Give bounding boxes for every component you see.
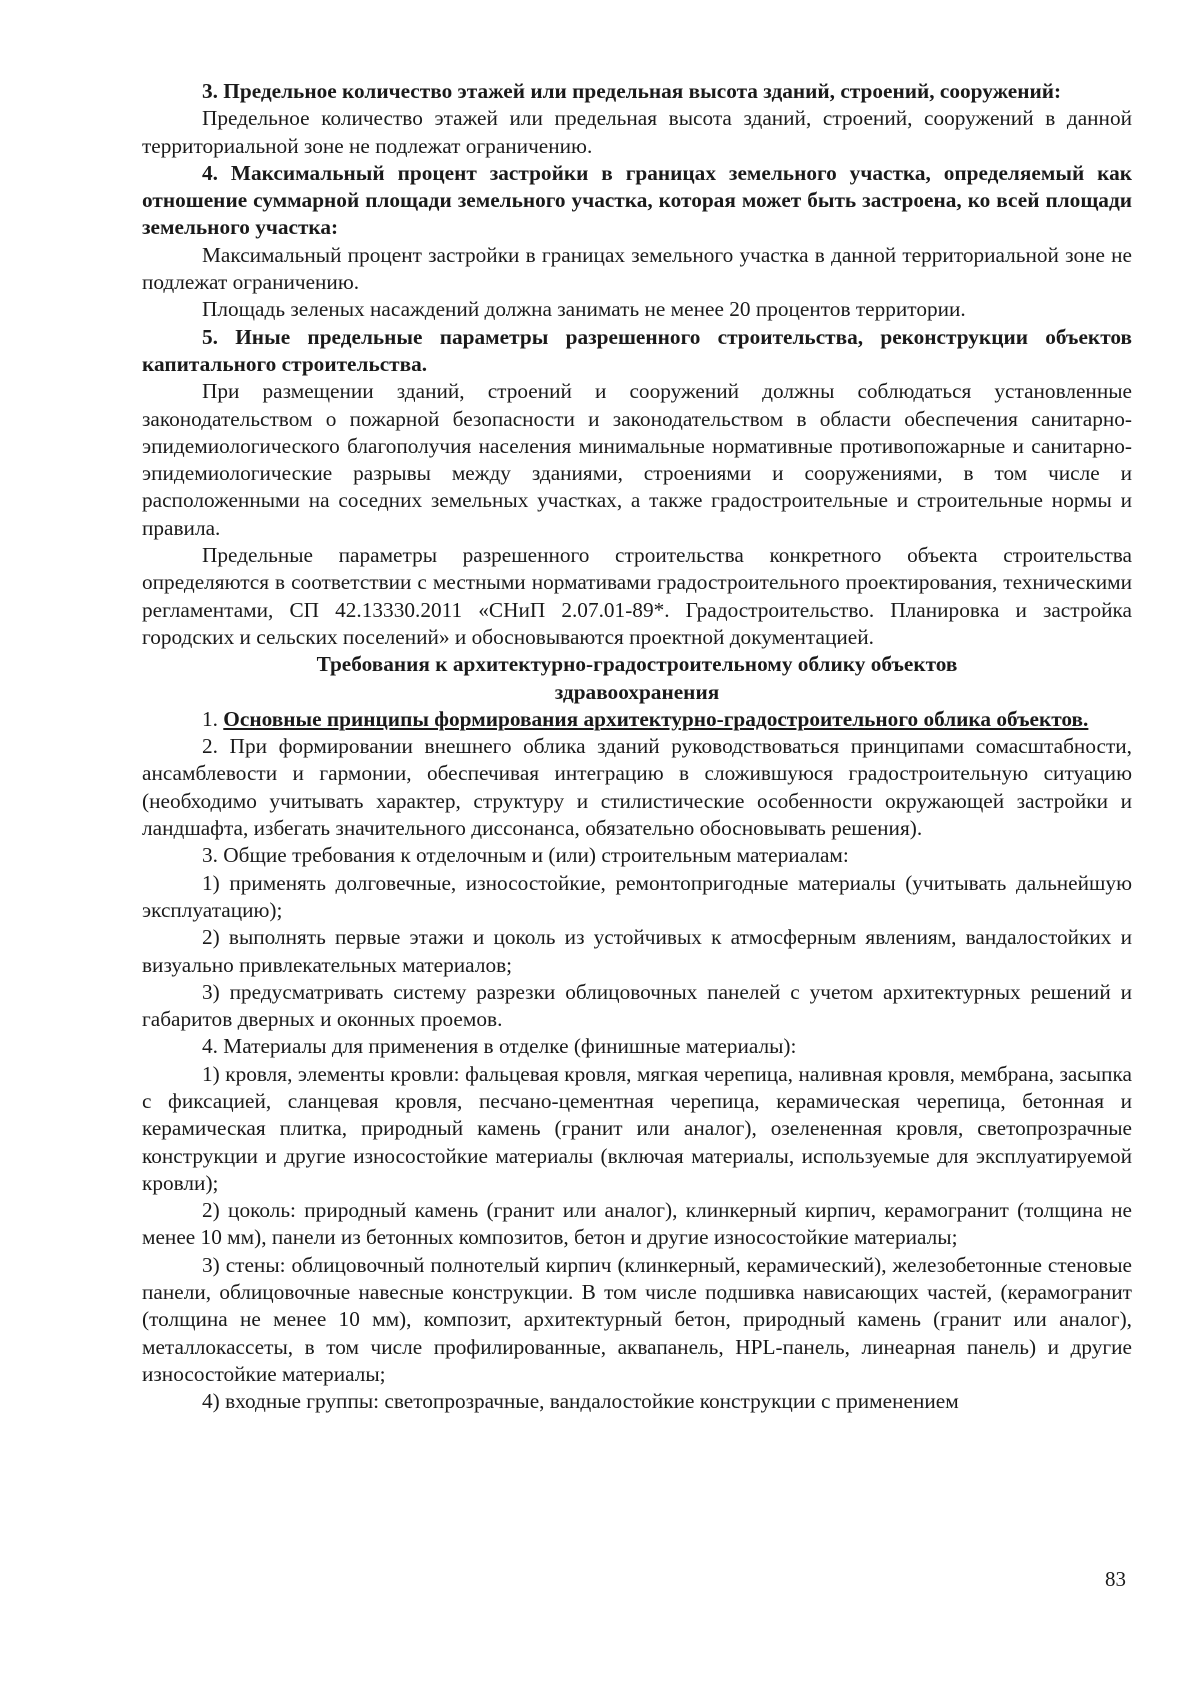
requirements-title-line-2: здравоохранения — [554, 679, 720, 704]
requirements-item-1 — [142, 706, 1132, 733]
requirements-item-4-3: 3) стены: облицовочный полнотелый кирпич (клинкерный, керамический), железобетонные стеновые панели, облицовочные навесные конструкции. В том числе подшивка нависающих частей, (керамогранит (толщина не менее 10 мм), композит, архитектурный бетон, природный камень (гранит или аналог), металлокассеты, в том числе профилированные, аквапанель, HPL-панель, линеарная панель) и другие износостойкие материалы; — [142, 1252, 1132, 1386]
requirements-item-3-2: 2) выполнять первые этажи и цоколь из устойчивых к атмосферным явлениям, вандалостойких и визуально привлекательных материалов; — [142, 925, 1132, 977]
document-page — [142, 78, 1132, 1416]
requirements-item-3-1: 1) применять долговечные, износостойкие, ремонтопригодные материалы (учитывать дальнейшую эксплуатацию); — [142, 870, 1132, 922]
section-4-heading: 4. Максимальный процент застройки в границах земельного участка, определяемый как отношение суммарной площади земельного участка, которая может быть застроена, ко всей площади земельного участка: — [142, 160, 1132, 240]
requirements-item-4-4: 4) входные группы: светопрозрачные, вандалостойкие конструкции с применением — [202, 1389, 959, 1414]
requirements-item-1-number: 1. — [202, 706, 224, 731]
requirements-item-4-2: 2) цоколь: природный камень (гранит или аналог), клинкерный кирпич, керамогранит (толщина не менее 10 мм), панели из бетонных композитов, бетон и другие износостойкие материалы; — [142, 1198, 1132, 1250]
section-5-text-2: Предельные параметры разрешенного строительства конкретного объекта строительства определяются в соответствии с местными нормативами градостроительного проектирования, техническими регламентами, СП 42.13330.2011 «СНиП 2.07.01-89*. Градостроительство. Планировка и застройка городских и сельских поселений» и обосновываются проектной документацией. — [142, 543, 1132, 649]
section-3-heading: 3. Предельное количество этажей или предельная высота зданий, строений, сооружений: — [202, 79, 1062, 103]
page-number: 83 — [1105, 1567, 1126, 1591]
section-5-heading: 5. Иные предельные параметры разрешенного строительства, реконструкции объектов капитального строительства. — [142, 324, 1132, 376]
requirements-title-line-1: Требования к архитектурно-градостроительному облику объектов — [316, 652, 958, 677]
requirements-item-1-text: Основные принципы формирования архитектурно-градостроительного облика объектов. — [223, 706, 1089, 731]
requirements-item-3: 3. Общие требования к отделочным и (или) строительным материалам: — [202, 843, 849, 868]
section-4-text-2: Площадь зеленых насаждений должна занимать не менее 20 процентов территории. — [202, 297, 966, 322]
requirements-item-3-3: 3) предусматривать систему разрезки облицовочных панелей с учетом архитектурных решений и габаритов дверных и оконных проемов. — [142, 979, 1132, 1032]
requirements-title — [142, 651, 1132, 706]
requirements-item-4: 4. Материалы для применения в отделке (финишные материалы): — [202, 1034, 797, 1059]
section-4-text-1: Максимальный процент застройки в границах земельного участка в данной территориальной зоне не подлежат ограничению. — [142, 242, 1132, 295]
section-3-text: Предельное количество этажей или предельная высота зданий, строений, сооружений в данной территориальной зоне не подлежат ограничению. — [142, 106, 1132, 158]
section-5-text-1: При размещении зданий, строений и сооружений должны соблюдаться установленные законодательством о пожарной безопасности и законодательством в области обеспечения санитарно-эпидемиологического благополучия населения минимальные нормативные противопожарные и санитарно-эпидемиологические разрывы между зданиями, строениями и сооружениями, в том числе и расположенными на соседних земельных участках, а также градостроительные и строительные нормы и правила. — [142, 379, 1132, 540]
requirements-item-4-1: 1) кровля, элементы кровли: фальцевая кровля, мягкая черепица, наливная кровля, мембрана, засыпка с фиксацией, сланцевая кровля, песчано-цементная черепица, керамическая черепица, бетонная и керамическая плитка, природный камень (гранит или аналог), озелененная кровля, светопрозрачные конструкции и другие износостойкие материалы (включая материалы, используемые для эксплуатируемой кровли); — [142, 1061, 1132, 1195]
requirements-item-2: 2. При формировании внешнего облика зданий руководствоваться принципами сомасштабности, ансамблевости и гармонии, обеспечивая интеграцию в сложившуюся градостроительную ситуацию (необходимо учитывать характер, структуру и стилистические особенности окружающей застройки и ландшафта, избегать значительного диссонанса, обязательно обосновывать решения). — [142, 734, 1132, 841]
